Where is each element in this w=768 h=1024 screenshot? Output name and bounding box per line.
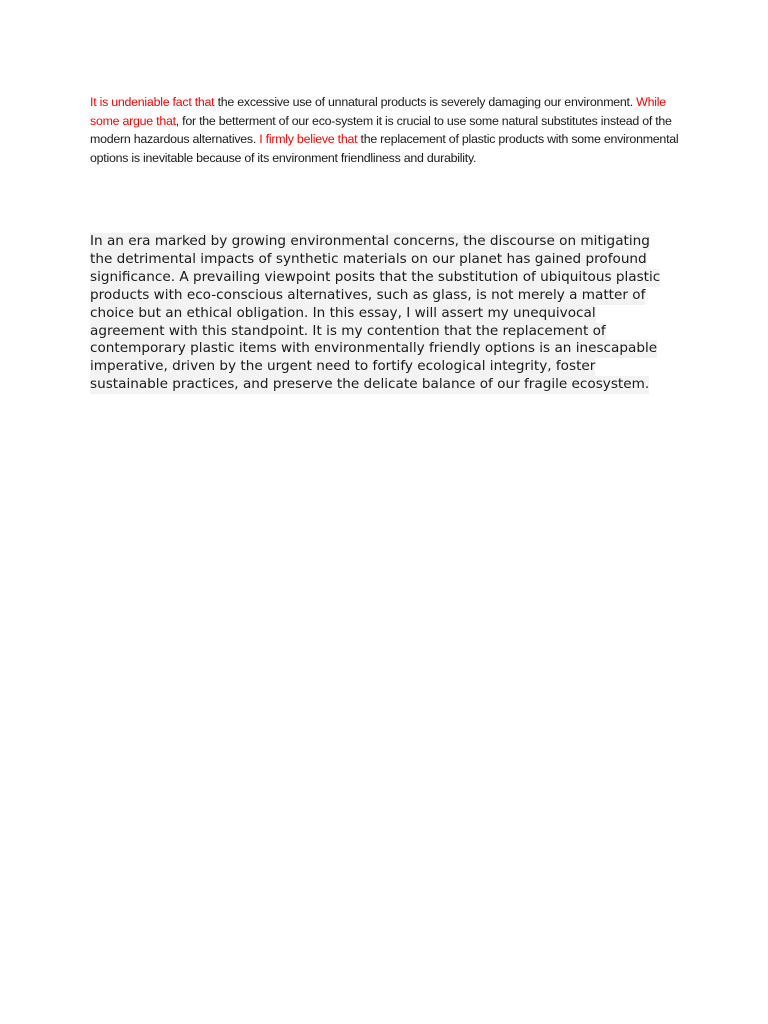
paragraph-line: agreement with this standpoint. It is my contention that the replacement of	[90, 322, 606, 339]
paragraph-line: contemporary plastic items with environmentally friendly options is an inescapable	[90, 340, 658, 357]
paragraph-text: , for the betterment of our eco-system it is crucial to use some natural substitutes instead of the modern hazardous alternatives.	[90, 113, 672, 147]
highlighted-phrase-firmly-believe: I firmly believe that	[259, 132, 358, 147]
paragraph-text: the excessive use of unnatural products is severely damaging our environment.	[214, 95, 637, 109]
paragraph-line: In an era marked by growing environmental concerns, the discourse on mitigating	[90, 233, 650, 249]
paragraph-line: the detrimental impacts of synthetic materials on our planet has gained profound	[90, 250, 647, 267]
paragraph-line: significance. A prevailing viewpoint posits that the substitution of ubiquitous plastic	[90, 268, 661, 285]
highlighted-phrase-undeniable: It is undeniable fact that	[90, 95, 215, 109]
paragraph-line: sustainable practices, and preserve the delicate balance of our fragile ecosystem.	[90, 376, 650, 393]
paragraph-text: the replacement of plastic products with some environmental options is inevitable because of its environment friendliness and durability.	[90, 132, 679, 165]
paragraph-line: choice but an ethical obligation. In this essay, I will assert my unequivocal	[90, 304, 596, 321]
paragraph-line: products with eco-conscious alternatives, such as glass, is not merely a matter of	[90, 286, 646, 303]
highlighted-phrase-some-argue: While some argue that	[90, 95, 666, 128]
paragraph-line: imperative, driven by the urgent need to fortify ecological integrity, foster	[90, 358, 596, 375]
intro-paragraph-rewritten	[90, 233, 690, 394]
intro-paragraph-original	[90, 93, 690, 167]
